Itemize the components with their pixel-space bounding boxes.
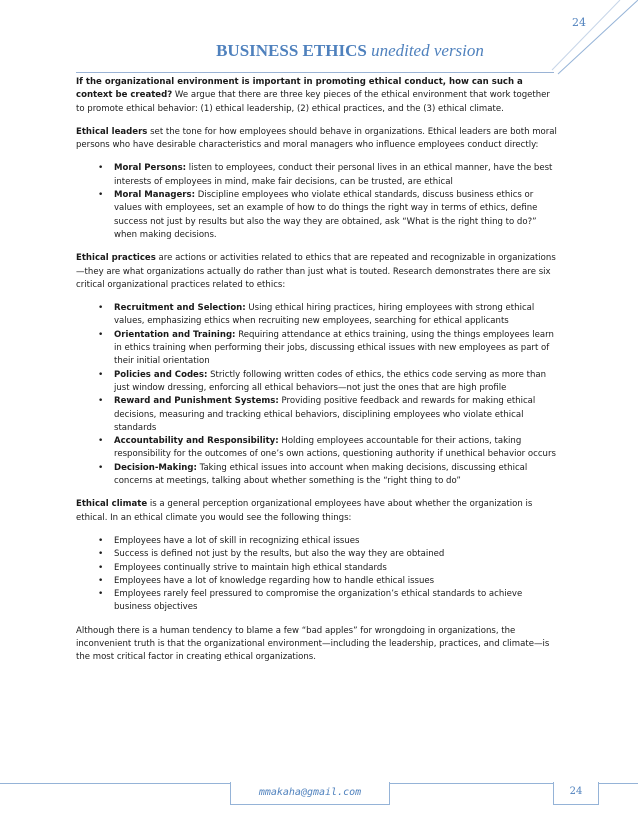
list-item-term: Orientation and Training: [114, 329, 236, 340]
corner-decoration [0, 0, 638, 80]
list-item-term: Recruitment and Selection: [114, 303, 246, 314]
list-item [98, 395, 560, 435]
practices-text: are actions or activities related to ethics that are repeated and recognizable in organizations—they are what organizations actually do rather than just what is touted. Research demonstrates there are six critical organizational practices related to ethics: [76, 253, 556, 290]
intro-question: If the organizational environment is important in promoting ethical conduct, how can such a context be created? [76, 77, 523, 101]
climate-paragraph [76, 498, 560, 525]
list-item-term: Accountability and Responsibility: [114, 436, 279, 447]
list-item: • Employees continually strive to maintain high ethical standards [98, 562, 560, 575]
practices-list [76, 302, 560, 488]
list-item [98, 462, 560, 489]
leaders-paragraph [76, 126, 560, 153]
footer-email: mmakaha@gmail.com [230, 782, 390, 805]
list-item-term: Reward and Punishment Systems: [114, 396, 279, 407]
list-item: • Employees rarely feel pressured to compromise the organization’s ethical standards to achieve business objectives [98, 588, 560, 615]
list-item: • Employees have a lot of skill in recognizing ethical issues [98, 535, 560, 548]
list-item-text: Providing positive feedback and rewards for making ethical decisions, measuring and tracking ethical behaviors, disciplining employees who violate ethical standards [114, 396, 536, 433]
list-item [98, 329, 560, 369]
list-item [98, 369, 560, 396]
list-item-text: Strictly following written codes of ethics, the ethics code serving as more than just window dressing, enforcing all ethical behaviors—not just the ones that are high profile [114, 369, 547, 393]
list-item-term: Moral Persons: [114, 163, 187, 174]
header-title-italic: unedited version [366, 41, 484, 60]
list-item-text: Requiring attendance at ethics training, using the things employees learn in ethics training when performing their jobs, discussing ethical issues with new employees as part of their initial orientation [114, 329, 554, 367]
footer-page-number: 24 [553, 782, 599, 805]
climate-list [76, 535, 560, 615]
intro-text: We argue that there are three key pieces of the ethical environment that work together to promote ethical behavior: (1) ethical leadership, (2) ethical practices, and the (3) ethical climate. [76, 90, 550, 114]
list-item: • Success is defined not just by the results, but also the way they are obtained [98, 548, 560, 561]
body-text [76, 76, 560, 675]
list-item-text: Discipline employees who violate ethical standards, discuss business ethics or values with employees, set an example of how to do things the right way in terms of ethics, define success not just by results but also the way they are obtained, ask “What is the right thing to do?” when making decisions. [114, 190, 538, 240]
list-item: • Employees have a lot of knowledge regarding how to handle ethical issues [98, 575, 560, 588]
intro-paragraph [76, 76, 560, 116]
leaders-list [76, 162, 560, 242]
list-item-term: Policies and Codes: [114, 369, 208, 380]
list-item-term: Decision-Making: [114, 462, 197, 473]
practices-term: Ethical practices [76, 253, 156, 264]
list-item-text: Holding employees accountable for their actions, taking responsibility for the outcomes of one’s own actions, questioning authority if unethical behavior occurs [114, 436, 556, 460]
list-item [98, 435, 560, 462]
climate-text: is a general perception organizational employees have about whether the organization is ethical. In an ethical climate you would see the following things: [76, 499, 533, 523]
list-item-term: Moral Managers: [114, 190, 196, 201]
list-item [98, 302, 560, 329]
leaders-text: set the tone for how employees should behave in organizations. Ethical leaders are both moral persons who have desirable characteristics and moral managers who influence employees conduct directly: [76, 126, 557, 151]
list-item-text: listen to employees, conduct their personal lives in an ethical manner, have the best interests of employees in mind, make fair decisions, can be trusted, are ethical [114, 163, 553, 187]
list-item-text: Taking ethical issues into account when making decisions, discussing ethical concerns at meetings, talking about whether something is the “right thing to do” [114, 462, 528, 487]
climate-term: Ethical climate [76, 499, 148, 510]
list-item [98, 162, 560, 189]
list-item-text: Using ethical hiring practices, hiring employees with strong ethical values, emphasizing ethics when recruiting new employees, searching for ethical applicants [114, 303, 535, 327]
header-title-bold: BUSINESS ETHICS [216, 41, 367, 60]
page-number-top: 24 [572, 16, 586, 29]
running-header [150, 41, 550, 61]
list-item [98, 189, 560, 242]
practices-paragraph [76, 252, 560, 292]
closing-paragraph: Although there is a human tendency to blame a few “bad apples” for wrongdoing in organizations, the inconvenient truth is that the organizational environment—including the leadership, practices, and climate—is the most critical factor in creating ethical organizations. [76, 625, 550, 663]
header-rule [76, 72, 554, 73]
leaders-term: Ethical leaders [76, 126, 148, 137]
